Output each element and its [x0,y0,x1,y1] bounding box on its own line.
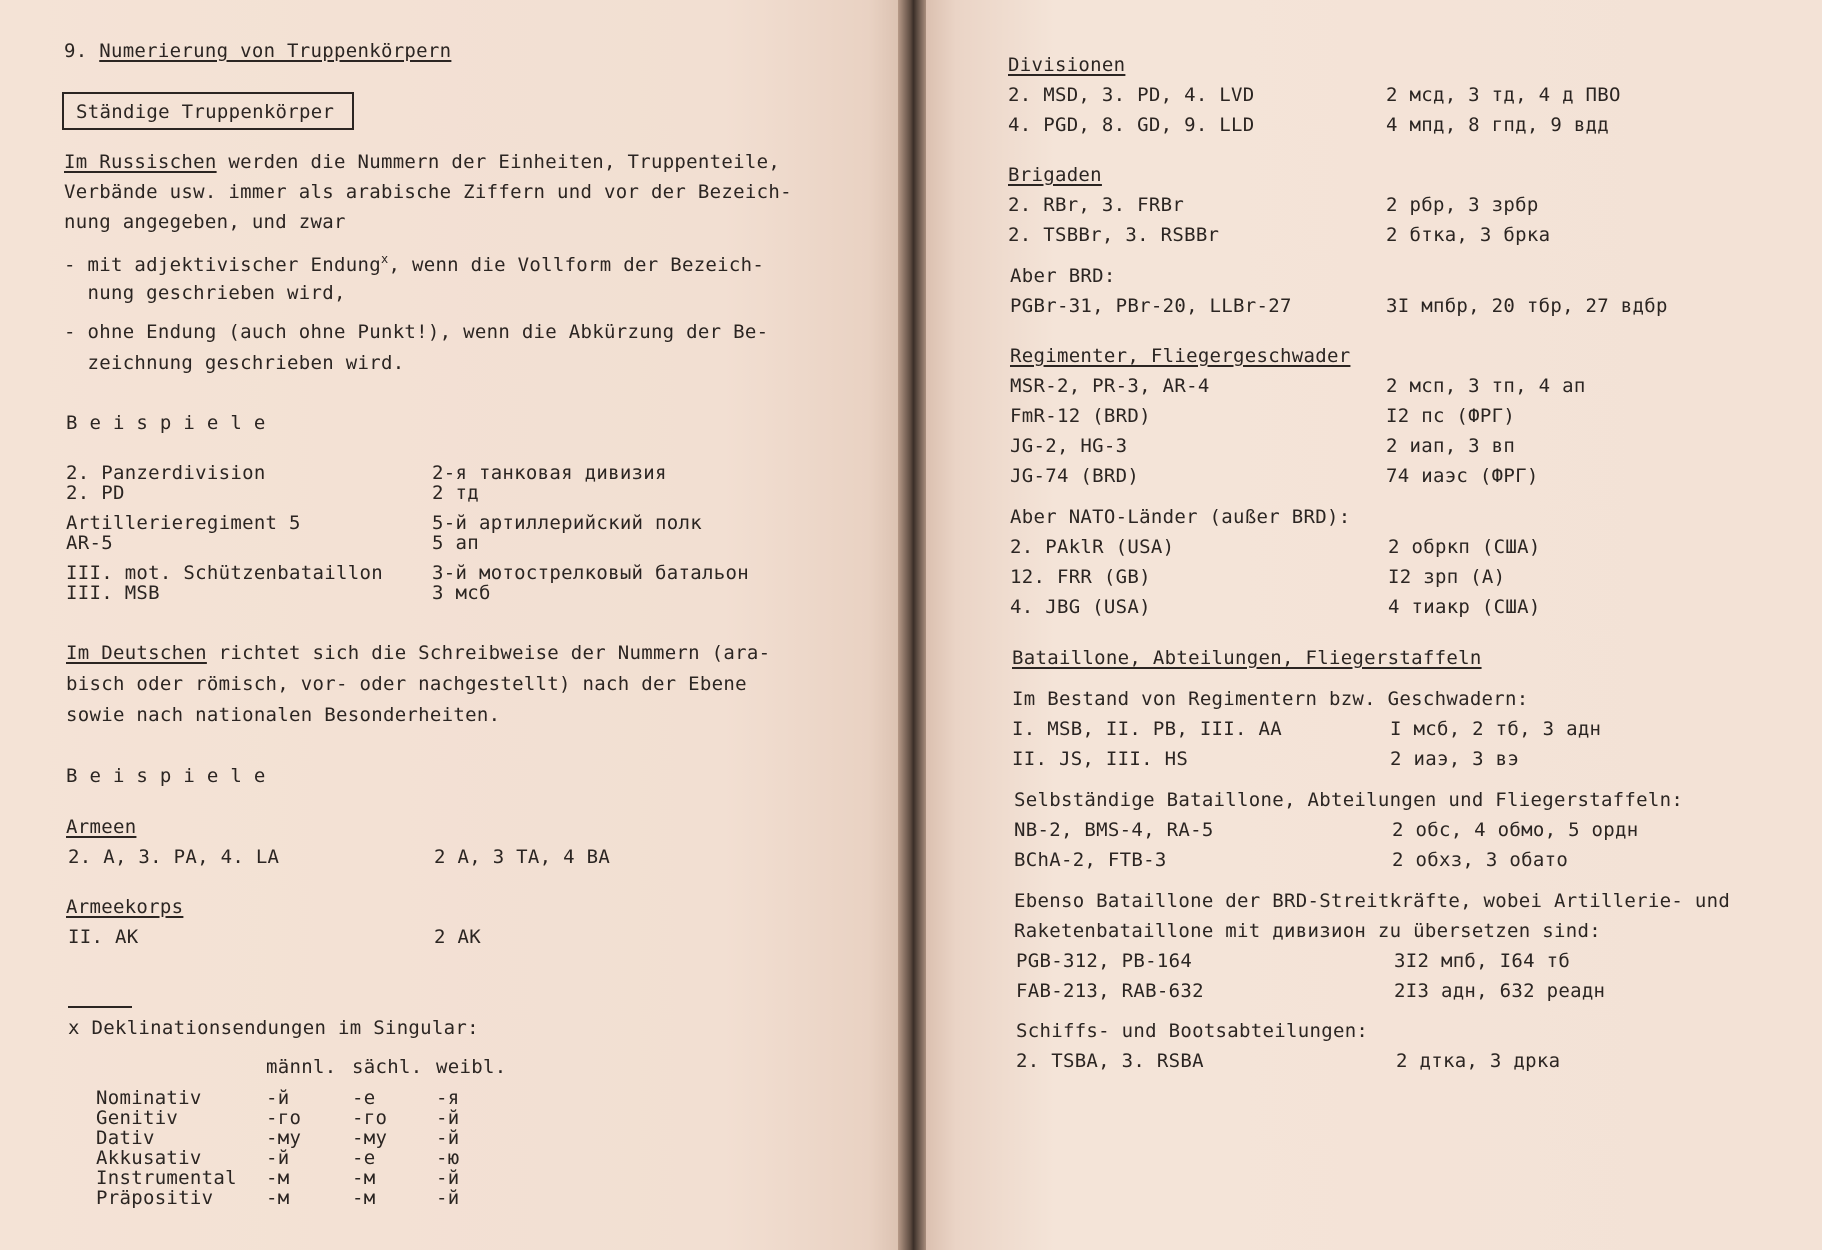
bataillone-de-2: II. JS, III. HS [1012,748,1189,770]
regimenter-de-1: MSR-2, PR-3, AR-4 [1010,375,1210,397]
bataillone-de-7: 2. TSBA, 3. RSBA [1016,1050,1204,1072]
example-de-2b: AR-5 [66,532,113,554]
decl-n: -е [352,1087,376,1109]
examples-heading-1: B e i s p i e l e [66,412,266,434]
divisionen-de-2: 4. PGD, 8. GD, 9. LLD [1008,114,1255,136]
brigaden-note: Aber BRD: [1010,265,1116,287]
bataillone-ru-1: I мсб, 2 тб, 3 адн [1390,718,1602,740]
bataillone-heading: Bataillone, Abteilungen, Fliegerstaffeln [1012,647,1482,669]
para2-line3: sowie nach nationalen Besonderheiten. [66,704,501,726]
nato-ru-3: 4 тиакр (США) [1388,596,1541,618]
decl-f: -й [436,1167,460,1189]
boxed-title: Ständige Truppenkörper [76,101,335,123]
example-ru-3a: 3-й мотострелковый батальон [432,562,749,584]
decl-n: -го [352,1107,388,1129]
decl-n: -му [352,1127,388,1149]
divisionen-heading: Divisionen [1008,54,1126,76]
para1-line1: Im Russischen werden die Nummern der Einheiten, Truppenteile, [64,151,781,173]
armeekorps-de: II. AK [68,926,139,948]
example-ru-1a: 2-я танковая дивизия [432,462,667,484]
decl-f: -й [436,1187,460,1209]
decl-m: -му [266,1127,302,1149]
example-de-1b: 2. PD [66,482,125,504]
nato-de-2: 12. FRR (GB) [1010,566,1151,588]
brigaden-ru-1: 2 рбр, 3 зрбр [1386,194,1539,216]
brigaden-brd-de: PGBr-31, PBr-20, LLBr-27 [1010,295,1292,317]
example-de-3b: III. MSB [66,582,160,604]
decl-case: Dativ [96,1127,155,1149]
armeen-de: 2. A, 3. PA, 4. LA [68,846,280,868]
bataillone-note-3b: Raketenbataillone mit дивизион zu übersetzen sind: [1014,920,1601,942]
decl-f: -я [436,1087,460,1109]
divisionen-ru-2: 4 мпд, 8 гпд, 9 вдд [1386,114,1610,136]
example-de-3a: III. mot. Schützenbataillon [66,562,383,584]
decl-n: -м [352,1167,376,1189]
decl-m: -й [266,1147,290,1169]
regimenter-note: Aber NATO-Länder (außer BRD): [1010,506,1351,528]
bataillone-de-6: FAB-213, RAB-632 [1016,980,1204,1002]
divisionen-de-1: 2. MSD, 3. PD, 4. LVD [1008,84,1255,106]
divisionen-ru-1: 2 мсд, 3 тд, 4 д ПВО [1386,84,1621,106]
nato-de-1: 2. PAklR (USA) [1010,536,1175,558]
bataillone-ru-2: 2 иаэ, 3 вэ [1390,748,1520,770]
footnote-col-f: weibl. [436,1056,507,1078]
decl-m: -м [266,1187,290,1209]
bataillone-note-2: Selbständige Bataillone, Abteilungen und Fliegerstaffeln: [1014,789,1684,811]
brigaden-brd-ru: 3I мпбр, 20 тбр, 27 вдбр [1386,295,1668,317]
nato-de-3: 4. JBG (USA) [1010,596,1151,618]
bullet1-line2: nung geschrieben wird, [64,282,346,304]
bataillone-ru-6: 2I3 адн, 632 реадн [1394,980,1606,1002]
regimenter-de-3: JG-2, HG-3 [1010,435,1128,457]
bullet2-line2: zeichnung geschrieben wird. [64,352,405,374]
footnote-rule [68,1006,132,1008]
regimenter-de-4: JG-74 (BRD) [1010,465,1140,487]
example-ru-2b: 5 ап [432,532,479,554]
footnote-title: x Deklinationsendungen im Singular: [68,1017,479,1039]
bataillone-de-3: NB-2, BMS-4, RA-5 [1014,819,1214,841]
book-gutter [898,0,926,1250]
example-ru-1b: 2 тд [432,482,479,504]
armeen-ru: 2 А, 3 ТА, 4 ВА [434,846,611,868]
brigaden-ru-2: 2 бтка, 3 брка [1386,224,1551,246]
regimenter-ru-1: 2 мсп, 3 тп, 4 ап [1386,375,1586,397]
regimenter-ru-4: 74 иаэс (ФРГ) [1386,465,1539,487]
brigaden-de-1: 2. RBr, 3. FRBr [1008,194,1185,216]
decl-f: -й [436,1107,460,1129]
para1-line3: nung angegeben, und zwar [64,211,346,233]
footnote-col-m: männl. [266,1056,337,1078]
decl-f: -й [436,1127,460,1149]
bataillone-note-3a: Ebenso Bataillone der BRD-Streitkräfte, wobei Artillerie- und [1014,890,1731,912]
decl-m: -м [266,1167,290,1189]
nato-ru-2: I2 зрп (А) [1388,566,1506,588]
para2-line1: Im Deutschen richtet sich die Schreibweise der Nummern (ara- [66,642,771,664]
bataillone-de-4: BChA-2, FTB-3 [1014,849,1167,871]
regimenter-de-2: FmR-12 (BRD) [1010,405,1151,427]
nato-ru-1: 2 обркп (США) [1388,536,1541,558]
regimenter-ru-3: 2 иап, 3 вп [1386,435,1516,457]
bataillone-ru-5: 3I2 мпб, I64 тб [1394,950,1571,972]
decl-case: Genitiv [96,1107,179,1129]
bataillone-note-1: Im Bestand von Regimentern bzw. Geschwadern: [1012,688,1529,710]
footnote-col-n: sächl. [352,1056,423,1078]
example-ru-2a: 5-й артиллерийский полк [432,512,702,534]
brigaden-heading: Brigaden [1008,164,1102,186]
decl-case: Instrumental [96,1167,237,1189]
decl-case: Präpositiv [96,1187,214,1209]
section-heading: 9. Numerierung von Truppenkörpern [64,40,452,62]
armeekorps-ru: 2 АК [434,926,481,948]
regimenter-ru-2: I2 пс (ФРГ) [1386,405,1516,427]
para1-line2: Verbände usw. immer als arabische Ziffern und vor der Bezeich- [64,181,792,203]
armeekorps-heading: Armeekorps [66,896,184,918]
decl-f: -ю [436,1147,460,1169]
armeen-heading: Armeen [66,816,137,838]
decl-m: -й [266,1087,290,1109]
bataillone-ru-7: 2 дтка, 3 дрка [1396,1050,1561,1072]
bullet1-line1: - mit adjektivischer Endung$^x$, wenn die Vollform der Bezeich- [64,252,765,276]
bataillone-ru-3: 2 обс, 4 обмо, 5 ордн [1392,819,1639,841]
examples-heading-2: B e i s p i e l e [66,765,266,787]
decl-case: Akkusativ [96,1147,202,1169]
bullet2-line1: - ohne Endung (auch ohne Punkt!), wenn die Abkürzung der Be- [64,321,769,343]
decl-case: Nominativ [96,1087,202,1109]
bataillone-ru-4: 2 обхз, 3 обато [1392,849,1569,871]
example-de-2a: Artillerieregiment 5 [66,512,301,534]
para2-line2: bisch oder römisch, vor- oder nachgestellt) nach der Ebene [66,673,747,695]
bataillone-de-5: PGB-312, PB-164 [1016,950,1193,972]
decl-n: -м [352,1187,376,1209]
decl-m: -го [266,1107,302,1129]
bataillone-note-4: Schiffs- und Bootsabteilungen: [1016,1020,1369,1042]
example-ru-3b: 3 мсб [432,582,491,604]
decl-n: -е [352,1147,376,1169]
bataillone-de-1: I. MSB, II. PB, III. AA [1012,718,1282,740]
regimenter-heading: Regimenter, Fliegergeschwader [1010,345,1351,367]
example-de-1a: 2. Panzerdivision [66,462,266,484]
brigaden-de-2: 2. TSBBr, 3. RSBBr [1008,224,1220,246]
